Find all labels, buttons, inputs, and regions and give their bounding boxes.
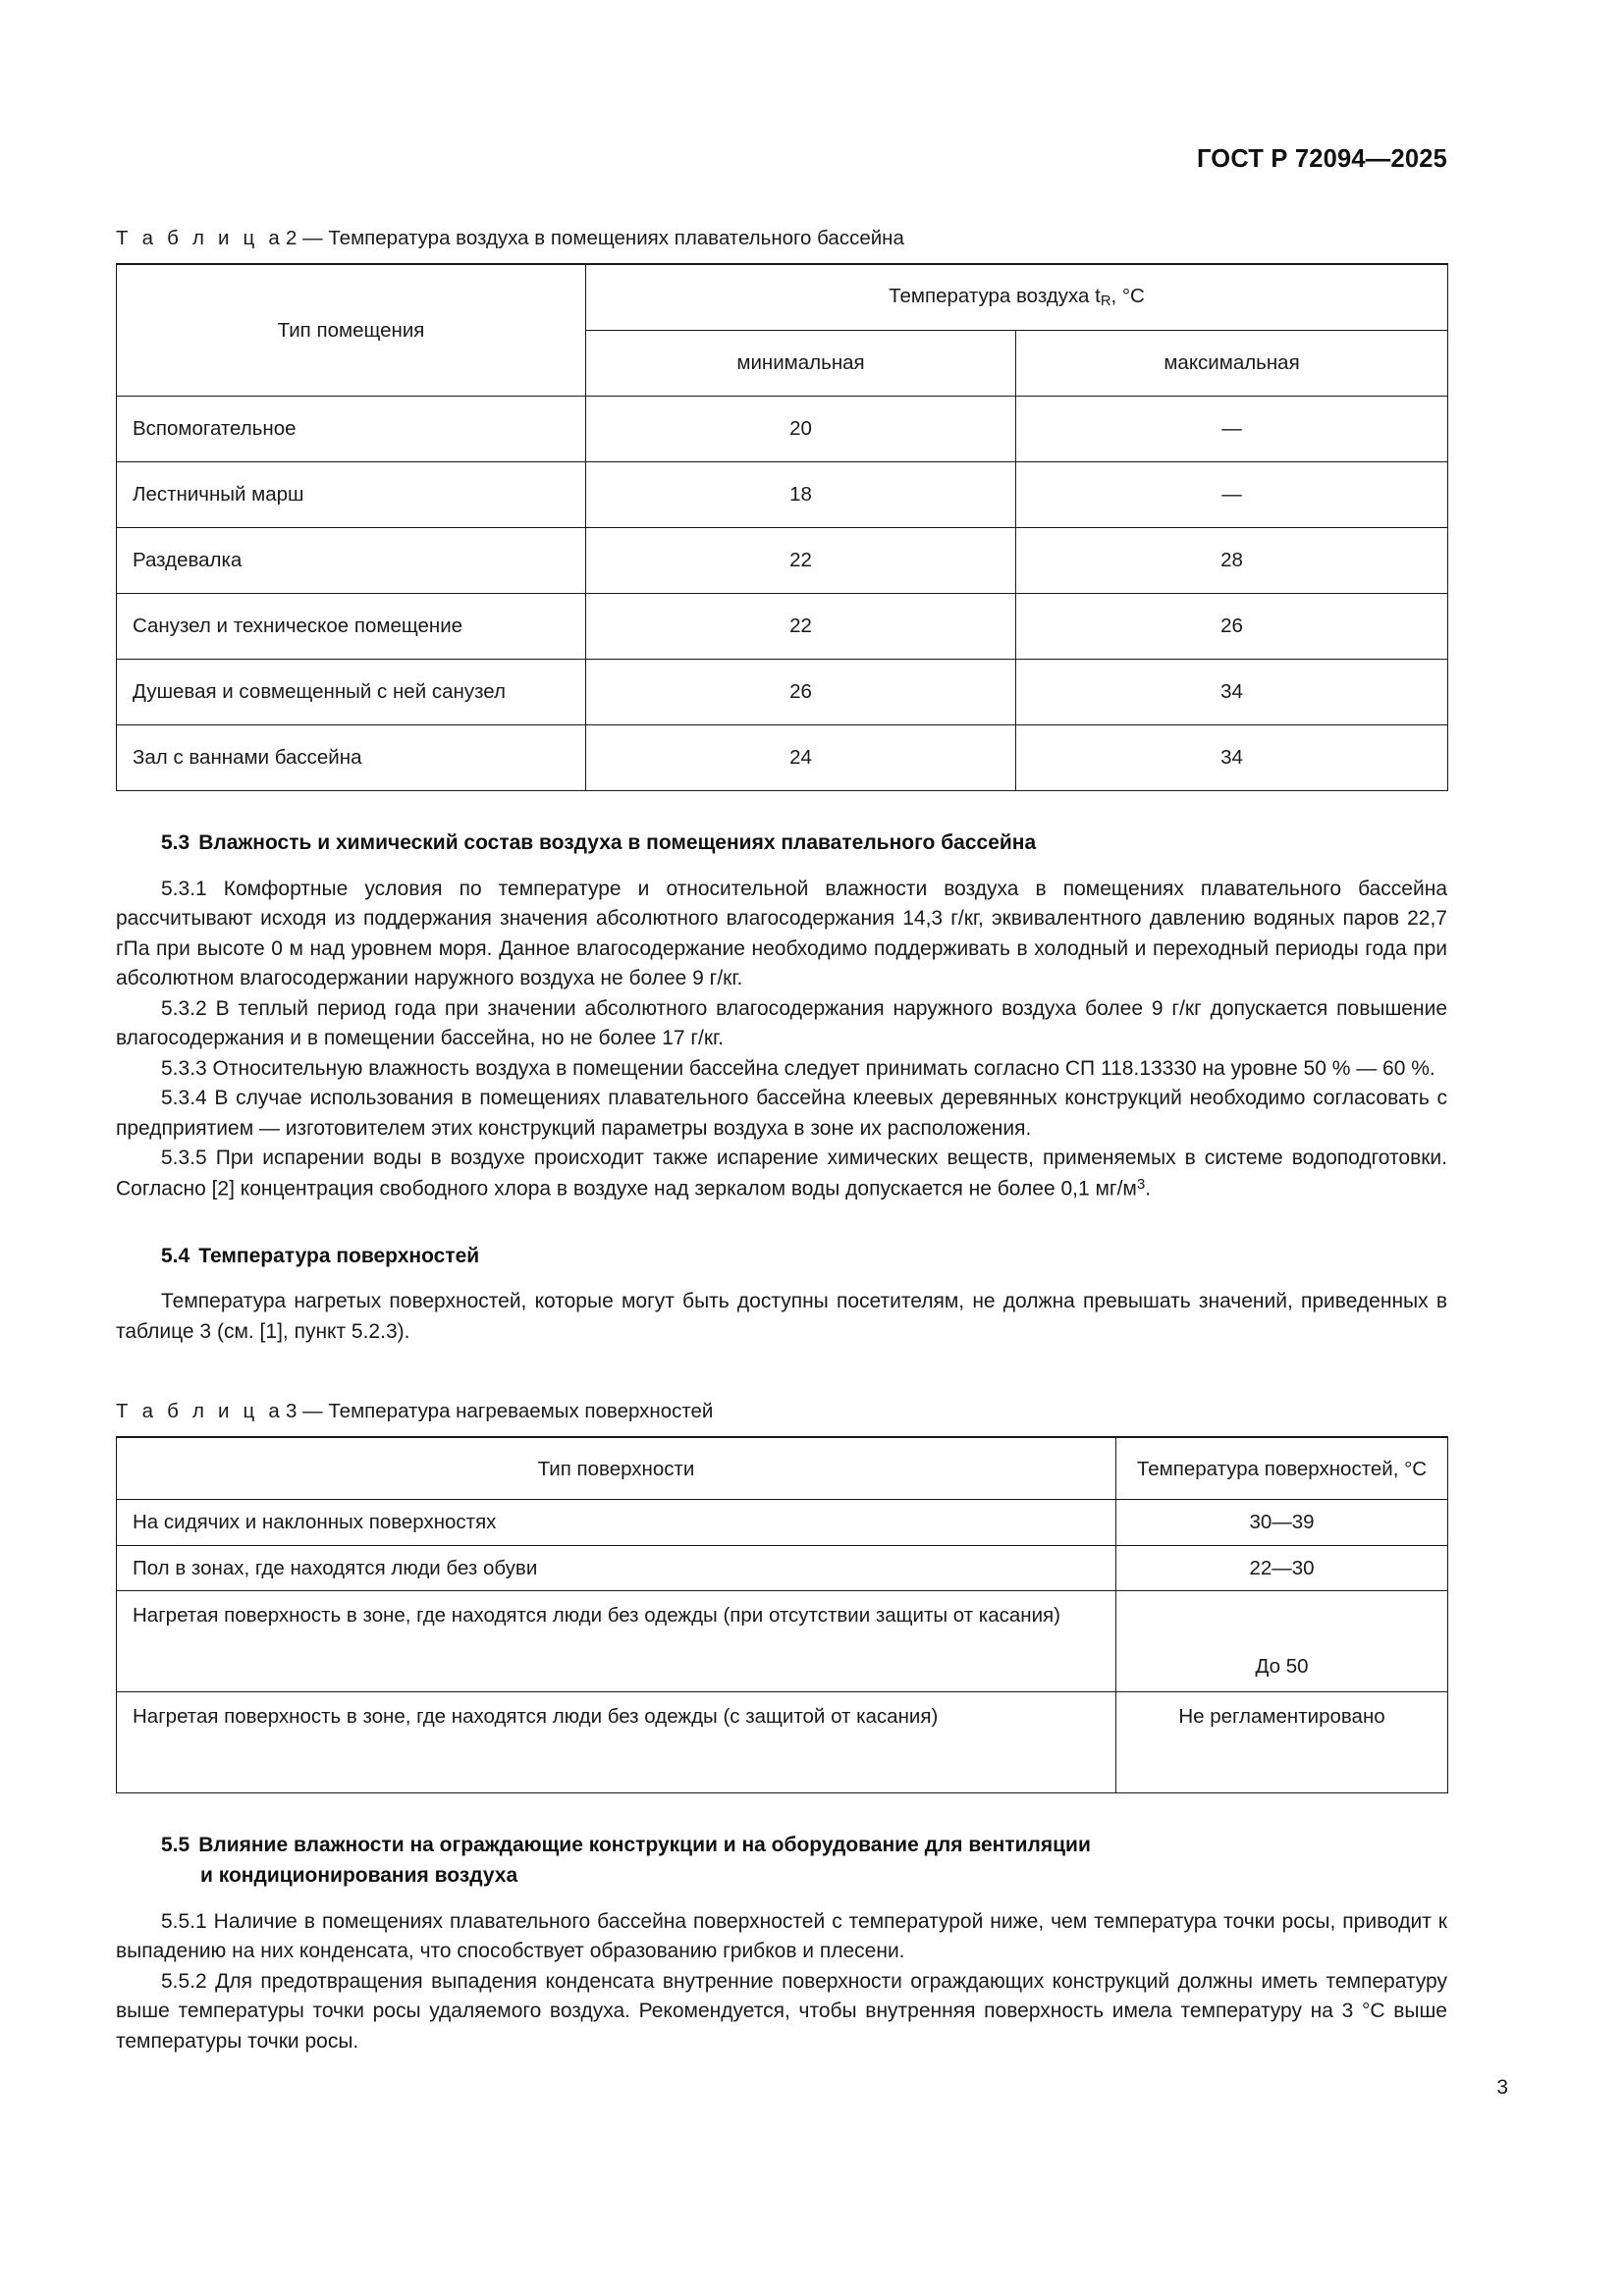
table-2-cell-type: Душевая и совмещенный с ней санузел [117, 660, 586, 725]
table-3-caption-title: Температура нагреваемых поверхностей [328, 1400, 714, 1423]
table-2-cell-max: — [1016, 462, 1448, 528]
table-3-caption-dash: — [302, 1400, 323, 1423]
table-2-cell-type: Лестничный марш [117, 462, 586, 528]
table-row [117, 725, 1448, 791]
table-row [117, 1590, 1448, 1691]
table-2-cell-type: Зал с ваннами бассейна [117, 725, 586, 791]
standard-number-header: ГОСТ Р 72094—2025 [1196, 145, 1447, 173]
section-5-3-title: Влажность и химический состав воздуха в помещениях плавательного бассейна [198, 831, 1037, 854]
paragraph-5-3-4: 5.3.4 В случае использования в помещениях плавательного бассейна клеевых деревянных конструкций необходимо согласовать с предприятием — изготовителем этих конструкций параметры воздуха в зоне их расположения. [116, 1087, 1447, 1140]
section-5-3-paragraphs [116, 875, 1447, 1204]
page-number: 3 [1496, 2076, 1508, 2099]
table-3-cell-value: 30—39 [1116, 1500, 1448, 1545]
table-2-col-header-max: максимальная [1016, 331, 1448, 397]
paragraph-5-3-3: 5.3.3 Относительную влажность воздуха в помещении бассейна следует принимать согласно СП 118.13330 на уровне 50 % — 60 %. [161, 1056, 1435, 1080]
table-3-cell-type: Нагретая поверхность в зоне, где находятся люди без одежды (с защитой от касания) [117, 1691, 1116, 1792]
cubic-meter-superscript: 3 [1136, 1175, 1146, 1193]
table-3-caption [116, 1400, 1447, 1423]
table-3-cell-type: На сидячих и наклонных поверхностях [117, 1500, 1116, 1545]
page-content [116, 0, 1447, 2056]
section-5-5-heading-block [116, 1830, 1447, 1892]
paragraph-5-3-5-period: . [1145, 1177, 1152, 1201]
paragraph-5-3-2: 5.3.2 В теплый период года при значении абсолютного влагосодержания наружного воздуха более 9 г/кг допускается повышение влагосодержания и в помещении бассейна, но не более 17 г/кг. [116, 996, 1447, 1050]
section-5-3-heading [161, 828, 1447, 859]
section-5-5-title-line-1: Влияние влажности на ограждающие конструкции и на оборудование для вентиляции [198, 1833, 1091, 1856]
table-2-cell-min: 18 [586, 462, 1016, 528]
table-2-col-header-type: Тип помещения [117, 264, 586, 397]
table-2-col-header-min: минимальная [586, 331, 1016, 397]
table-2-body [117, 397, 1448, 791]
section-5-4-heading-block [116, 1241, 1447, 1272]
table-3-col-header-value: Температура поверхностей, °С [1116, 1437, 1448, 1500]
section-5-5-heading [161, 1830, 1447, 1892]
table-row [117, 397, 1448, 462]
table-row [117, 1545, 1448, 1590]
table-row [117, 660, 1448, 725]
section-5-4-title: Температура поверхностей [198, 1244, 480, 1267]
table-2-caption-label: Т а б л и ц а [116, 227, 284, 249]
table-3-caption-number: 3 [286, 1400, 298, 1423]
table-2-caption-number: 2 [286, 227, 298, 249]
paragraph-5-4-1: Температура нагретых поверхностей, которые могут быть доступны посетителям, не должна превышать значений, приведенных в таблице 3 (см. [1], пункт 5.2.3). [116, 1290, 1447, 1343]
table-2-cell-max: 34 [1016, 660, 1448, 725]
paragraph-5-3-5-text: 5.3.5 При испарении воды в воздухе происходит также испарение химических веществ, применяемых в системе водоподготовки. Согласно [2] концентрация свободного хлора в воздухе над зеркалом воды допускается не более 0,1 мг/м [116, 1147, 1447, 1201]
table-surface-temperature [116, 1436, 1448, 1792]
section-5-5-paragraphs [116, 1907, 1447, 2057]
paragraph-5-5-1: 5.5.1 Наличие в помещениях плавательного бассейна поверхностей с температурой ниже, чем температура точки росы, приводит к выпадению на них конденсата, что способствует образованию грибков и плесени. [116, 1909, 1447, 1963]
table-2-col-header-group [586, 264, 1448, 331]
table-3-cell-type: Пол в зонах, где находятся люди без обуви [117, 1545, 1116, 1590]
section-5-4-heading [161, 1241, 1447, 1272]
table-air-temperature [116, 263, 1448, 791]
table-3-header-row [117, 1437, 1448, 1500]
table-3-cell-type: Нагретая поверхность в зоне, где находятся люди без одежды (при отсутствии защиты от касания) [117, 1590, 1116, 1691]
table-2-cell-max: — [1016, 397, 1448, 462]
table-2-caption-dash: — [302, 227, 323, 249]
table-row [117, 528, 1448, 594]
table-3-caption-label: Т а б л и ц а [116, 1400, 284, 1423]
section-5-5-number: 5.5 [161, 1833, 190, 1856]
paragraph-5-3-1: 5.3.1 Комфортные условия по температуре и относительной влажности воздуха в помещениях плавательного бассейна рассчитывают исходя из поддержания значения абсолютного влагосодержания 14,3 г/кг, эквивалентного давлению водяных паров 22,7 гПа при высоте 0 м над уровнем моря. Данное влагосодержание необходимо поддерживать в холодный и переходный периоды года при абсолютном влагосодержании наружного воздуха не более 9 г/кг. [116, 877, 1447, 990]
table-row [117, 1500, 1448, 1545]
table-2-caption [116, 227, 1447, 250]
table-2-cell-max: 26 [1016, 594, 1448, 660]
table-2-cell-min: 26 [586, 660, 1016, 725]
table-2-cell-type: Санузел и техническое помещение [117, 594, 586, 660]
table-2-header-row-1 [117, 264, 1448, 331]
table-3-cell-value: До 50 [1116, 1590, 1448, 1691]
table-3-col-header-type: Тип поверхности [117, 1437, 1116, 1500]
table-2-cell-min: 22 [586, 594, 1016, 660]
paragraph-5-3-5 [116, 1144, 1447, 1203]
table-2-cell-max: 28 [1016, 528, 1448, 594]
section-5-5-title-line-2: и кондиционирования воздуха [200, 1864, 518, 1888]
table-2-caption-title: Температура воздуха в помещениях плавательного бассейна [328, 227, 904, 249]
section-5-3-heading-block [116, 828, 1447, 859]
table-2-group-text: Температура воздуха t [889, 285, 1101, 308]
table-3-cell-value: 22—30 [1116, 1545, 1448, 1590]
section-5-4-number: 5.4 [161, 1244, 190, 1267]
table-2-cell-type: Вспомогательное [117, 397, 586, 462]
paragraph-5-5-2: 5.5.2 Для предотвращения выпадения конденсата внутренние поверхности ограждающих конструкций должны иметь температуру выше температуры точки росы удаляемого воздуха. Рекомендуется, чтобы внутренняя поверхность имела температуру на 3 °С выше температуры точки росы. [116, 1969, 1447, 2053]
section-5-3-number: 5.3 [161, 831, 190, 854]
table-row [117, 594, 1448, 660]
table-2-cell-max: 34 [1016, 725, 1448, 791]
table-row [117, 1691, 1448, 1792]
table-2-cell-min: 20 [586, 397, 1016, 462]
table-row [117, 462, 1448, 528]
table-2-cell-min: 22 [586, 528, 1016, 594]
table-2-group-subscript: R [1100, 294, 1111, 310]
table-2-cell-min: 24 [586, 725, 1016, 791]
section-5-4-paragraphs [116, 1287, 1447, 1347]
table-3-cell-value: Не регламентировано [1116, 1691, 1448, 1792]
table-2-group-units: , °С [1110, 285, 1145, 308]
table-2-cell-type: Раздевалка [117, 528, 586, 594]
table-3-body [117, 1500, 1448, 1792]
